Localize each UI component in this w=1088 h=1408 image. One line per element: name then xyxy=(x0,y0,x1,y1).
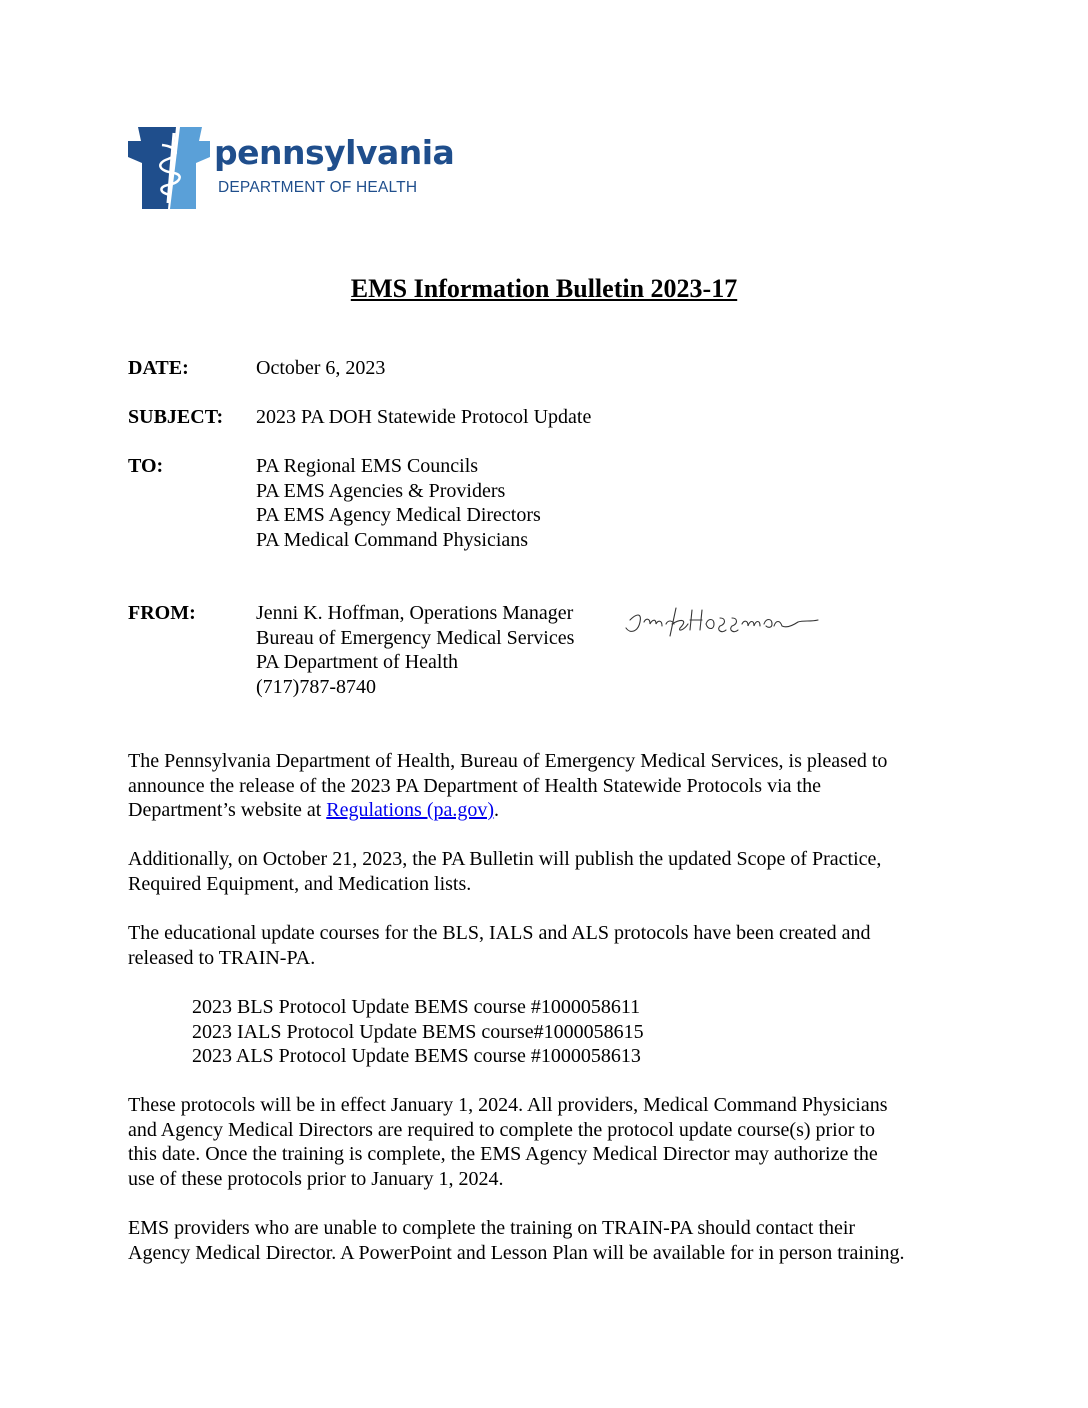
course-item: 2023 BLS Protocol Update BEMS course #1000058611 xyxy=(192,996,641,1018)
paragraph-line: use of these protocols prior to January 1, 2024. xyxy=(128,1167,504,1190)
paragraph-line: released to TRAIN-PA. xyxy=(128,946,316,969)
paragraph-line: Agency Medical Director. A PowerPoint and Lesson Plan will be available for in person training. xyxy=(128,1241,905,1264)
paragraph-line: EMS providers who are unable to complete the training on TRAIN-PA should contact their xyxy=(128,1217,856,1239)
handwritten-signature xyxy=(622,600,822,648)
from-line: Jenni K. Hoffman, Operations Manager xyxy=(256,602,574,624)
from-label: FROM: xyxy=(128,602,196,624)
logo-wordmark: pennsylvania xyxy=(214,133,455,172)
paragraph-line: this date. Once the training is complete, the EMS Agency Medical Director may authorize the xyxy=(128,1143,878,1165)
date-label: DATE: xyxy=(128,357,189,379)
subject-label: SUBJECT: xyxy=(128,406,224,428)
paragraph-line: Required Equipment, and Medication lists. xyxy=(128,872,472,895)
paragraph-line: Additionally, on October 21, 2023, the PA Bulletin will publish the updated Scope of Practice, xyxy=(128,848,882,870)
to-line: PA Regional EMS Councils xyxy=(256,455,479,477)
to-line: PA Medical Command Physicians xyxy=(256,528,529,551)
course-item: 2023 IALS Protocol Update BEMS course#1000058615 xyxy=(192,1020,644,1043)
paragraph-line xyxy=(128,798,988,823)
paragraph-line: The Pennsylvania Department of Health, Bureau of Emergency Medical Services, is pleased to xyxy=(128,750,888,772)
paragraph-line: These protocols will be in effect January 1, 2024. All providers, Medical Command Physicians xyxy=(128,1094,888,1116)
from-line: (717)787-8740 xyxy=(256,675,376,698)
paragraph-line: announce the release of the 2023 PA Department of Health Statewide Protocols via the xyxy=(128,774,821,797)
paragraph-text: Department’s website at xyxy=(128,799,327,821)
from-line: PA Department of Health xyxy=(256,651,459,673)
to-line: PA EMS Agency Medical Directors xyxy=(256,504,541,526)
bulletin-title: EMS Information Bulletin 2023-17 xyxy=(350,274,738,303)
paragraph-line: The educational update courses for the BLS, IALS and ALS protocols have been created and xyxy=(128,922,871,944)
paragraph-contact xyxy=(128,1216,988,1265)
paragraph-effective-date xyxy=(128,1093,988,1191)
paragraph-announcement xyxy=(128,749,988,823)
date-value: October 6, 2023 xyxy=(256,357,386,379)
to-line: PA EMS Agencies & Providers xyxy=(256,479,506,502)
regulations-link[interactable]: Regulations (pa.gov) xyxy=(326,799,495,821)
from-line: Bureau of Emergency Medical Services xyxy=(256,626,575,649)
logo-department: DEPARTMENT OF HEALTH xyxy=(218,179,418,196)
to-label: TO: xyxy=(128,455,164,477)
paragraph-line: and Agency Medical Directors are required to complete the protocol update course(s) prior to xyxy=(128,1118,875,1141)
course-list xyxy=(192,995,644,1069)
paragraph-courses-intro xyxy=(128,921,988,970)
subject-value: 2023 PA DOH Statewide Protocol Update xyxy=(256,406,592,428)
keystone-icon xyxy=(128,127,212,209)
paragraph-text: . xyxy=(494,799,500,821)
paragraph-bulletin xyxy=(128,847,988,896)
course-item: 2023 ALS Protocol Update BEMS course #1000058613 xyxy=(192,1045,641,1067)
pa-doh-logo xyxy=(128,127,458,209)
